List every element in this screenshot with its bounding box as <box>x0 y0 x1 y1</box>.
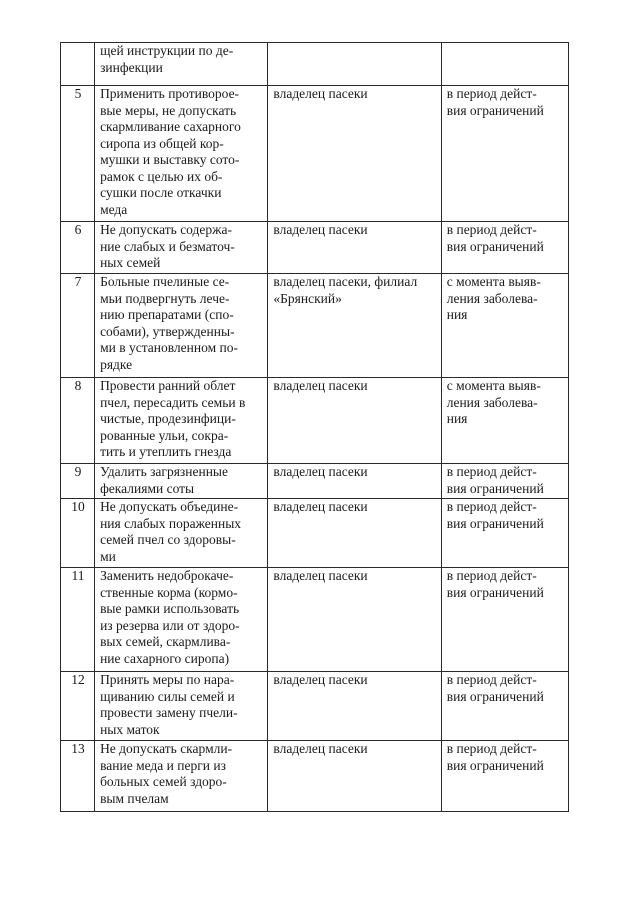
measure-text: Не допускать объедине- ния слабых пораженных семей пчел со здоровы- ми <box>95 499 268 568</box>
row-number: 7 <box>61 274 95 378</box>
row-number: 5 <box>61 86 95 222</box>
time-period: в период дейст- вия ограничений <box>441 86 568 222</box>
measure-text: Больные пчелиные се- мьи подвергнуть лече- нию препаратами (спо- собами), утвержденны- ми в установленном по- рядке <box>95 274 268 378</box>
row-number: 6 <box>61 222 95 274</box>
row-number: 12 <box>61 672 95 741</box>
measures-table <box>60 42 569 812</box>
responsible-party: владелец пасеки <box>268 86 441 222</box>
measure-text: Не допускать скармли- вание меда и перги из больных семей здоро- вым пчелам <box>95 741 268 812</box>
table-row <box>61 568 569 672</box>
measure-text: Применить противорое- вые меры, не допускать скармливание сахарного сиропа из общей кор- мушки и выставку сото- рамок с целью их об- сушки после откачки меда <box>95 86 268 222</box>
time-period: с момента выяв- ления заболева- ния <box>441 378 568 464</box>
row-number: 10 <box>61 499 95 568</box>
measure-text: Удалить загрязненные фекалиями соты <box>95 464 268 499</box>
time-period: в период дейст- вия ограничений <box>441 464 568 499</box>
table-row <box>61 378 569 464</box>
responsible-party: владелец пасеки <box>268 672 441 741</box>
measures-table-body <box>61 43 569 812</box>
table-row <box>61 464 569 499</box>
table-row <box>61 43 569 86</box>
responsible-party: владелец пасеки <box>268 741 441 812</box>
responsible-party: владелец пасеки, филиал «Брянский» <box>268 274 441 378</box>
responsible-party: владелец пасеки <box>268 499 441 568</box>
table-row <box>61 222 569 274</box>
row-number: 8 <box>61 378 95 464</box>
row-number: 11 <box>61 568 95 672</box>
table-row <box>61 672 569 741</box>
measure-text: Провести ранний облет пчел, пересадить семьи в чистые, продезинфици- рованные ульи, сокра- тить и утеплить гнезда <box>95 378 268 464</box>
row-number: 9 <box>61 464 95 499</box>
measure-text: Не допускать содержа- ние слабых и безматоч- ных семей <box>95 222 268 274</box>
time-period: в период дейст- вия ограничений <box>441 499 568 568</box>
row-number <box>61 43 95 86</box>
measure-text: Принять меры по нара- щиванию силы семей и провести замену пчели- ных маток <box>95 672 268 741</box>
responsible-party: владелец пасеки <box>268 464 441 499</box>
responsible-party: владелец пасеки <box>268 378 441 464</box>
time-period: в период дейст- вия ограничений <box>441 672 568 741</box>
time-period: в период дейст- вия ограничений <box>441 222 568 274</box>
time-period: в период дейст- вия ограничений <box>441 741 568 812</box>
table-row <box>61 741 569 812</box>
time-period: с момента выяв- ления заболева- ния <box>441 274 568 378</box>
responsible-party <box>268 43 441 86</box>
table-row <box>61 499 569 568</box>
responsible-party: владелец пасеки <box>268 568 441 672</box>
row-number: 13 <box>61 741 95 812</box>
time-period: в период дейст- вия ограничений <box>441 568 568 672</box>
measure-text: щей инструкции по де- зинфекции <box>95 43 268 86</box>
measure-text: Заменить недоброкаче- ственные корма (кормо- вые рамки использовать из резерва или от здоро- вых семей, скармлива- ние сахарного сиропа) <box>95 568 268 672</box>
responsible-party: владелец пасеки <box>268 222 441 274</box>
table-row <box>61 86 569 222</box>
time-period <box>441 43 568 86</box>
table-row <box>61 274 569 378</box>
